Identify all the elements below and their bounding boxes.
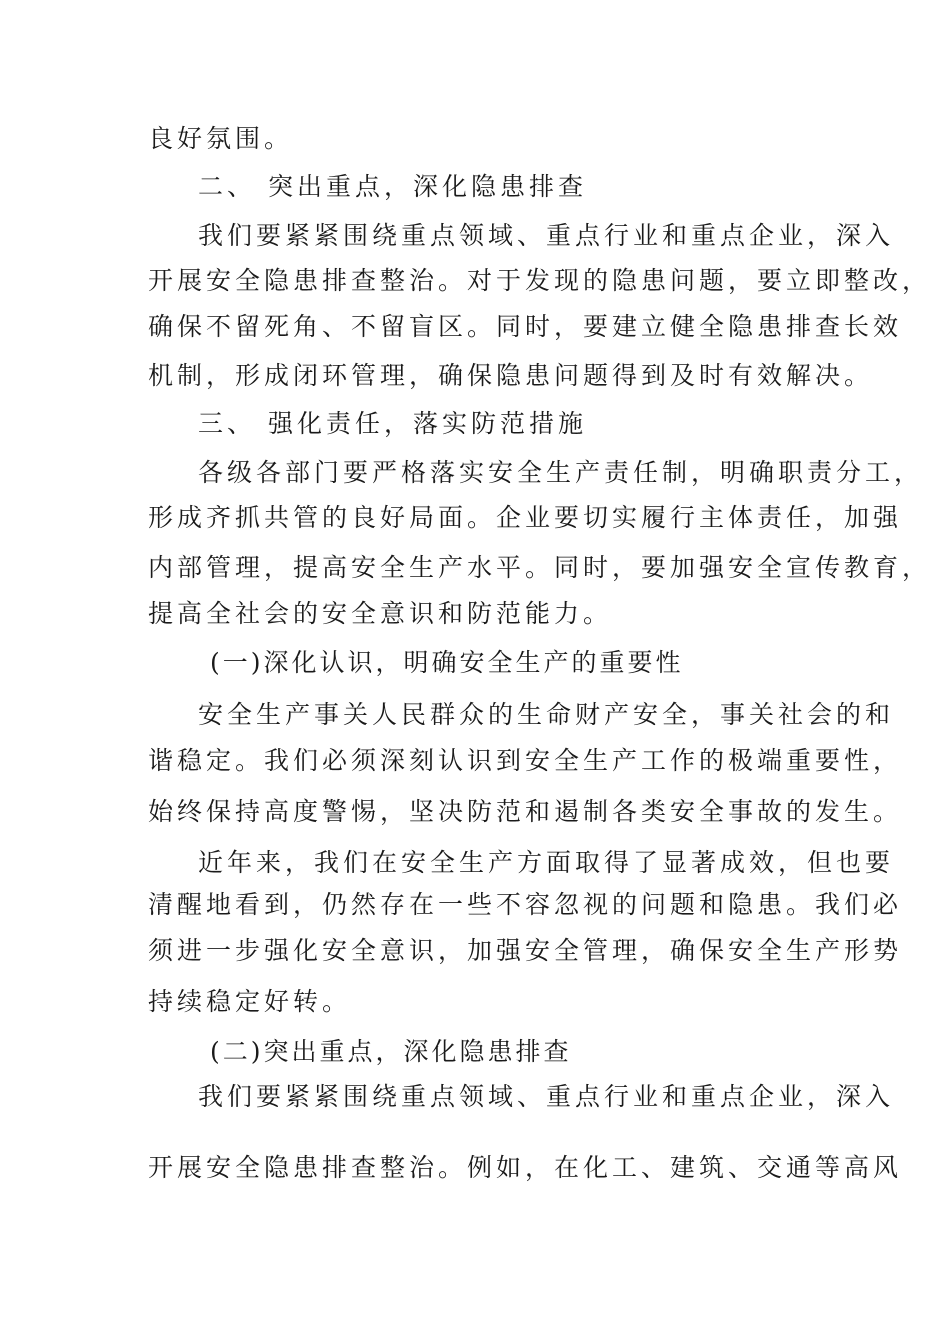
paragraph-line: 开展安全隐患排查整治。例如，在化工、建筑、交通等高风: [148, 1153, 903, 1182]
paragraph-line: 安全生产事关人民群众的生命财产安全，事关社会的和: [198, 700, 895, 729]
paragraph-line: 我们要紧紧围绕重点领域、重点行业和重点企业，深入: [198, 221, 895, 250]
paragraph-line: 开展安全隐患排查整治。对于发现的隐患问题，要立即整改，: [148, 266, 932, 295]
paragraph-line: 近年来，我们在安全生产方面取得了显著成效，但也要: [198, 848, 895, 877]
subsection-heading-1: (一)深化认识，明确安全生产的重要性: [210, 648, 684, 677]
paragraph-line: 内部管理，提高安全生产水平。同时，要加强安全宣传教育，: [148, 553, 932, 582]
paragraph-line: 持续稳定好转。: [148, 987, 352, 1016]
paragraph-line: 良好氛围。: [148, 124, 294, 153]
paragraph-line: 形成齐抓共管的良好局面。企业要切实履行主体责任，加强: [148, 503, 903, 532]
paragraph-line: 谐稳定。我们必须深刻认识到安全生产工作的极端重要性，: [148, 746, 903, 775]
subsection-heading-2: (二)突出重点，深化隐患排查: [210, 1037, 572, 1066]
paragraph-line: 确保不留死角、不留盲区。同时，要建立健全隐患排查长效: [148, 312, 903, 341]
paragraph-line: 我们要紧紧围绕重点领域、重点行业和重点企业，深入: [198, 1082, 895, 1111]
paragraph-line: 各级各部门要严格落实安全生产责任制，明确职责分工，: [198, 458, 924, 487]
section-heading-2: 二、 突出重点，深化隐患排查: [198, 172, 587, 201]
paragraph-line: 机制，形成闭环管理，确保隐患问题得到及时有效解决。: [148, 361, 874, 390]
paragraph-line: 须进一步强化安全意识，加强安全管理，确保安全生产形势: [148, 936, 903, 965]
paragraph-line: 始终保持高度警惕，坚决防范和遏制各类安全事故的发生。: [148, 797, 903, 826]
paragraph-line: 清醒地看到，仍然存在一些不容忽视的问题和隐患。我们必: [148, 890, 903, 919]
paragraph-line: 提高全社会的安全意识和防范能力。: [148, 599, 613, 628]
section-heading-3: 三、 强化责任，落实防范措施: [198, 409, 587, 438]
